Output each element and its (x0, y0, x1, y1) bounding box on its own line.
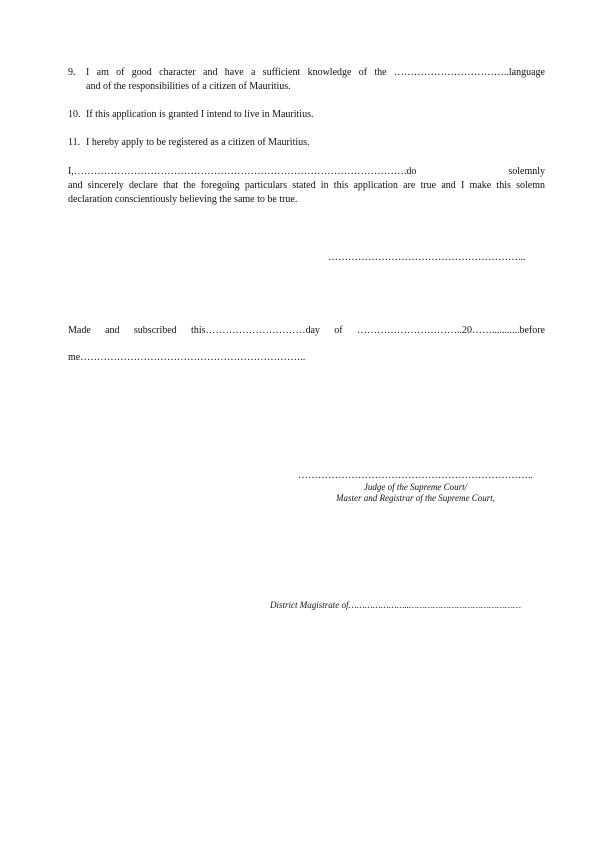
item-11-text: I hereby apply to be registered as a citizen of Mauritius. (86, 137, 310, 148)
declaration-line-3: declaration conscientiously believing the same to be true. (68, 194, 298, 205)
item-10-text: If this application is granted I intend to live in Mauritius. (86, 109, 314, 120)
judge-signature-line: …………………………………………………………….. (298, 470, 533, 481)
declaration-line-1: I,……………………………………………………………………………………….do solemnly (68, 166, 545, 177)
item-9-line-1 (68, 66, 545, 79)
item-11-number: 11. (68, 137, 81, 148)
item-10 (68, 108, 313, 121)
declarant-signature-line: …………………………………………………... (328, 252, 526, 263)
item-11 (68, 136, 310, 149)
judge-title-2: Master and Registrar of the Supreme Court, (336, 493, 495, 503)
item-9-text-line-1: I am of good character and have a sufficient knowledge of the ……………………………..language (86, 67, 545, 78)
item-9-number: 9. (68, 67, 76, 78)
judge-title-1: Judge of the Supreme Court/ (363, 482, 468, 492)
district-magistrate-line: District Magistrate of…………………..…………………………………… (270, 600, 522, 610)
subscribed-line-1: Made and subscribed this…………………………day of …………………………..20……...........before (68, 325, 545, 336)
subscribed-line-2: me………………………………………………………….. (68, 352, 306, 363)
declaration-line-2: and sincerely declare that the foregoing particulars stated in this application are true and I make this solemn (68, 180, 545, 191)
item-10-number: 10. (68, 109, 81, 120)
item-9-text-line-2: and of the responsibilities of a citizen of Mauritius. (86, 81, 291, 92)
